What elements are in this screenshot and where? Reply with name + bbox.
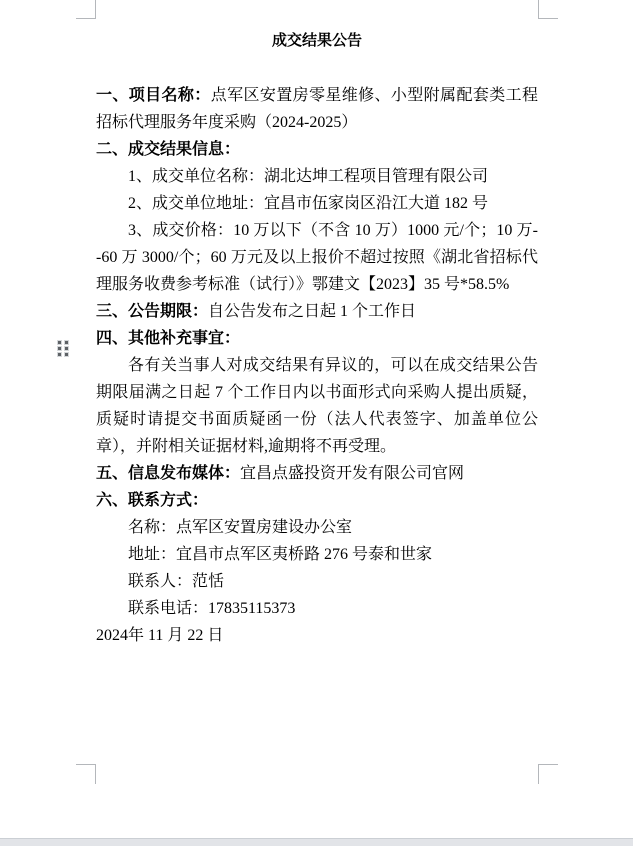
document-body[interactable] <box>96 0 538 649</box>
heading-deal-result-info: 二、成交结果信息： <box>96 141 241 158</box>
heading-other-matters: 四、其他补充事宜： <box>96 330 241 347</box>
cropmark-top-right-horizontal <box>538 18 558 19</box>
date-line: 2024年 11 月 22 日 <box>96 627 224 644</box>
para-winner-name: 1、成交单位名称：湖北达坤工程项目管理有限公司 <box>128 168 489 185</box>
para-publish-media: 五、信息发布媒体：宜昌点盛投资开发有限公司官网 <box>96 465 465 482</box>
heading-contact-info: 六、联系方式： <box>96 492 209 509</box>
para-contact-phone: 联系电话：17835115373 <box>128 600 296 617</box>
para-winner-address: 2、成交单位地址：宜昌市伍家岗区沿江大道 182 号 <box>128 195 489 212</box>
para-contact-person: 联系人：范恬 <box>128 573 225 590</box>
document-title: 成交结果公告 <box>271 33 362 49</box>
window-bottom-strip <box>0 838 633 846</box>
para-contact-name: 名称：点军区安置房建设办公室 <box>128 519 353 536</box>
cropmark-bottom-right-horizontal <box>538 764 558 765</box>
para-project-name-label: 一、项目名称： <box>96 87 211 104</box>
para-deal-price: 3、成交价格：10 万以下（不含 10 万）1000 元/个；10 万--60 万 3000/个；60 万元及以上报价不超过按照《湖北省招标代理服务收费参考标准（试行）》鄂建文【2023】35 号*58.5% <box>96 222 538 293</box>
para-project-name: 一、项目名称：点军区安置房零星维修、小型附属配套类工程招标代理服务年度采购（2024-2025） <box>96 87 538 131</box>
cropmark-bottom-right-vertical <box>538 764 539 784</box>
para-contact-address: 地址：宜昌市点军区夷桥路 276 号泰和世家 <box>128 546 433 563</box>
cropmark-top-right-vertical <box>538 0 539 19</box>
cropmark-bottom-left-horizontal <box>76 764 96 765</box>
cropmark-top-left-horizontal <box>76 18 96 19</box>
para-announcement-period: 三、公告期限：自公告发布之日起 1 个工作日 <box>96 303 417 320</box>
paragraph-drag-handle-icon[interactable] <box>58 341 68 356</box>
para-objection-notice: 各有关当事人对成交结果有异议的，可以在成交结果公告期限届满之日起 7 个工作日内以书面形式向采购人提出质疑，质疑时请提交书面质疑函一份（法人代表签字、加盖单位公章），并附相关证据材料,逾期将不再受理。 <box>96 357 538 455</box>
cropmark-bottom-left-vertical <box>95 764 96 784</box>
